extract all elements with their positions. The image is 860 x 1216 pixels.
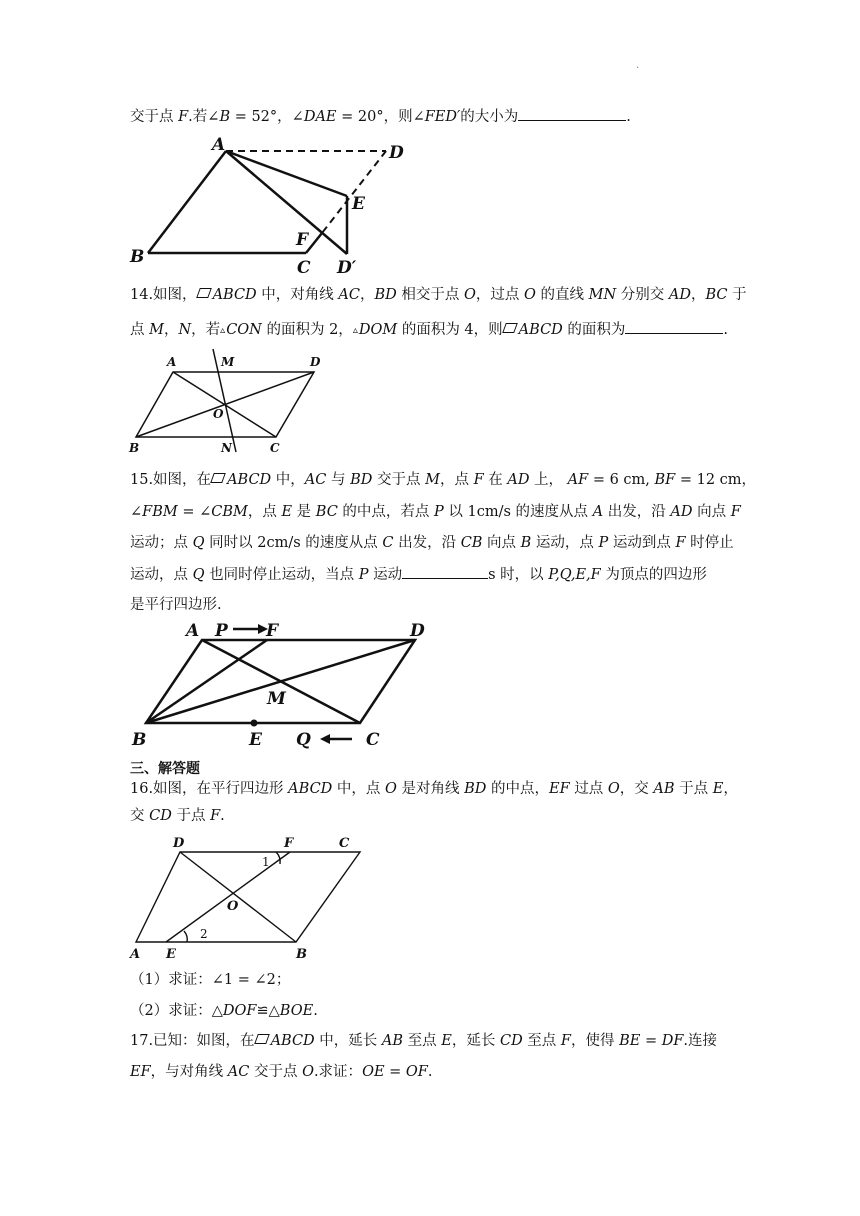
q16-label-2: 2 xyxy=(200,927,208,941)
q16-label-D: D xyxy=(173,836,185,851)
q16-label-O: O xyxy=(227,899,239,914)
q16-label-C: C xyxy=(339,836,350,851)
q13-label-F: F xyxy=(296,230,309,250)
triangle-icon: ▵ xyxy=(352,325,358,336)
q14-label-D: D xyxy=(310,355,321,369)
q13-text: 交于点 F.若∠B = 52°，∠DAE = 20°，则∠FED′的大小为 . xyxy=(130,106,631,127)
q17-line2: EF，与对角线 AC 交于点 O.求证：OE = OF. xyxy=(130,1064,433,1080)
q15-label-F: F xyxy=(266,621,279,641)
q16-part1: （1）求证：∠1 = ∠2； xyxy=(130,972,291,988)
q15-line4: 运动，点 Q 也同时停止运动，当点 P 运动 s 时，以 P,Q,E,F 为顶点的四边形 xyxy=(130,564,707,585)
q13-label-Dp: D′ xyxy=(337,258,357,278)
q15-label-P: P xyxy=(215,621,228,641)
q14-label-B: B xyxy=(129,441,140,455)
q15-line5: 是平行四边形. xyxy=(130,597,222,613)
q15-label-M: M xyxy=(267,689,286,709)
q15-label-E: E xyxy=(249,730,262,750)
q16-label-F: F xyxy=(284,836,294,851)
q14-label-N: N xyxy=(221,441,232,455)
q16-label-B: B xyxy=(296,947,307,962)
q13-label-C: C xyxy=(297,258,311,278)
q13-label-E: E xyxy=(352,194,365,214)
q13-label-D: D xyxy=(389,143,404,163)
q15-line1: 15.如图，在 ABCD 中，AC 与 BD 交于点 M，点 F 在 AD 上， AF = 6 cm, BF = 12 cm， xyxy=(130,472,757,488)
q16-label-E: E xyxy=(166,947,176,962)
parallelogram-icon xyxy=(254,1034,270,1044)
q17-line1: 17.已知：如图，在 ABCD 中，延长 AB 至点 E，延长 CD 至点 F，使得 BE = DF.连接 xyxy=(130,1033,718,1049)
q15-label-Q: Q xyxy=(296,730,311,750)
q16-line2: 交 CD 于点 F. xyxy=(130,808,225,824)
q15-line3: 运动；点 Q 同时以 2cm/s 的速度从点 C 出发，沿 CB 向点 B 运动，点 P 运动到点 F 时停止 xyxy=(130,535,734,551)
q14-label-O: O xyxy=(213,407,224,421)
q13-label-B: B xyxy=(130,247,145,267)
q13-label-A: A xyxy=(212,135,226,155)
q15-label-A: A xyxy=(186,621,200,641)
q14-line2: 点 M，N，若▵CON 的面积为 2，▵DOM 的面积为 4，则 ABCD 的面积为 . xyxy=(130,319,728,341)
q14-label-M: M xyxy=(221,355,235,369)
q14-label-C: C xyxy=(270,441,280,455)
q15-line2: ∠FBM = ∠CBM，点 E 是 BC 的中点，若点 P 以 1cm/s 的速度从点 A 出发，沿 AD 向点 F xyxy=(130,504,741,520)
page-mark: . xyxy=(636,60,640,71)
q15-label-D: D xyxy=(410,621,425,641)
q16-line1: 16.如图，在平行四边形 ABCD 中，点 O 是对角线 BD 的中点，EF 过点 O，交 AB 于点 E， xyxy=(130,781,738,797)
q16-label-A: A xyxy=(130,947,141,962)
q16-part2: （2）求证：△DOF≌△BOE. xyxy=(130,1003,318,1019)
q14-label-A: A xyxy=(167,355,177,369)
q15-label-B: B xyxy=(132,730,147,750)
q15-label-C: C xyxy=(366,730,380,750)
q16-label-1: 1 xyxy=(262,855,270,869)
triangle-icon: ▵ xyxy=(220,325,226,336)
q14-line1: 14.如图， ABCD 中，对角线 AC，BD 相交于点 O，过点 O 的直线 MN 分别交 AD，BC 于 xyxy=(130,287,747,303)
section-heading: 三、解答题 xyxy=(130,761,200,777)
